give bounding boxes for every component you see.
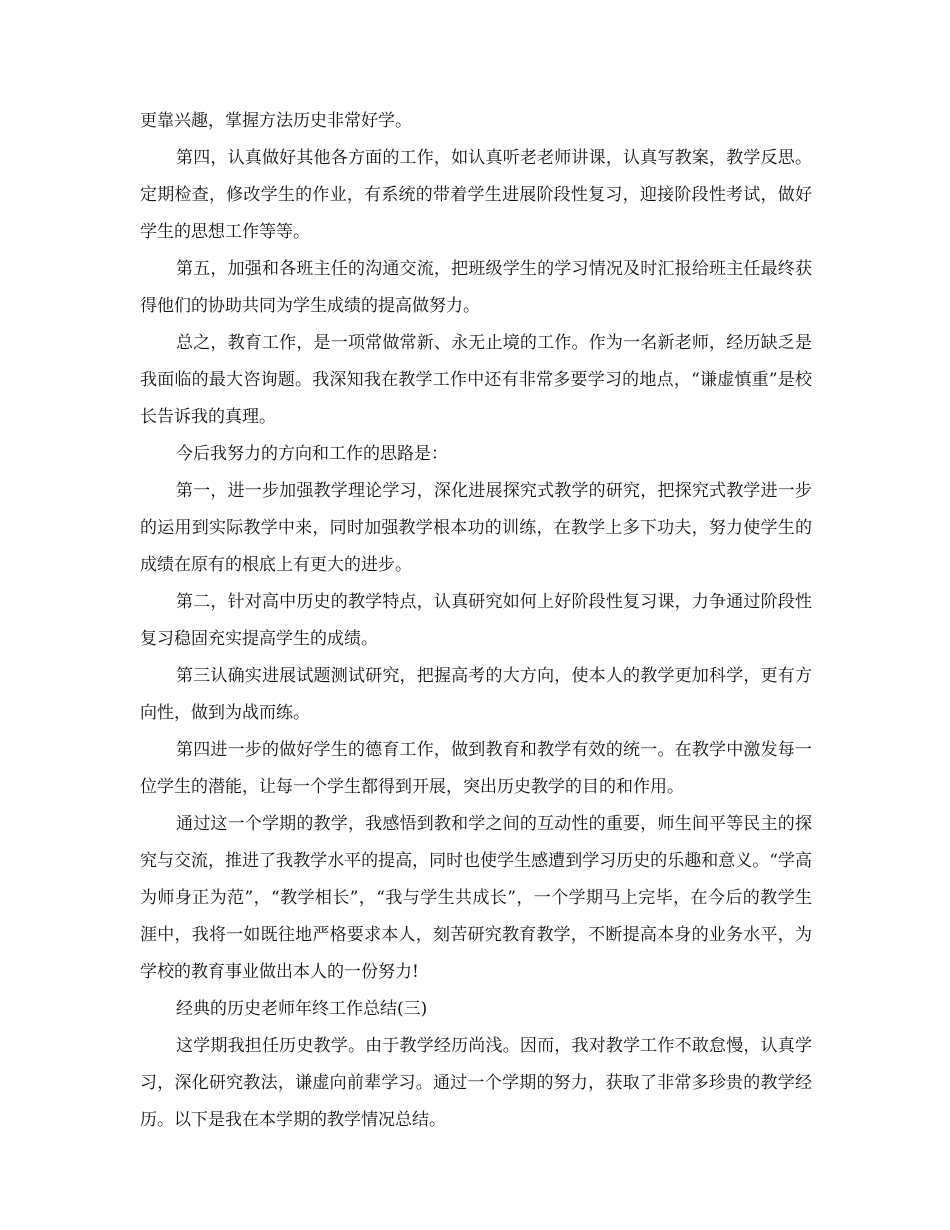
paragraph-9: 第四进一步的做好学生的德育工作，做到教育和教学有效的统一。在教学中激发每一位学生的潜能，让每一个学生都得到开展，突出历史教学的目的和作用。 xyxy=(140,740,812,797)
paragraph-1: 更靠兴趣，掌握方法历史非常好学。 xyxy=(140,111,412,131)
paragraph-10: 通过这一个学期的教学，我感悟到教和学之间的互动性的重要，师生间平等民主的探究与交流，推进了我教学水平的提高，同时也使学生感遭到学习历史的乐趣和意义。“学高为师身正为范”，“教学相长”，“我与学生共成长”，一个学期马上完毕，在今后的教学生涯中，我将一如既往地严格要求本人，刻苦研究教育教学，不断提高本身的业务水平，为学校的教育事业做出本人的一份努力! xyxy=(140,814,812,982)
section-heading: 经典的历史老师年终工作总结(三) xyxy=(176,999,428,1019)
paragraph-3: 第五，加强和各班主任的沟通交流，把班级学生的学习情况及时汇报给班主任最终获得他们的协助共同为学生成绩的提高做努力。 xyxy=(140,259,812,316)
paragraph-4: 总之，教育工作，是一项常做常新、永无止境的工作。作为一名新老师，经历缺乏是我面临的最大咨询题。我深知我在教学工作中还有非常多要学习的地点，“谦虚慎重”是校长告诉我的真理。 xyxy=(140,333,812,427)
paragraph-8: 第三认确实进展试题测试研究，把握高考的大方向，使本人的教学更加科学，更有方向性，做到为战而练。 xyxy=(140,666,812,723)
paragraph-5: 今后我努力的方向和工作的思路是： xyxy=(176,444,448,464)
paragraph-12: 这学期我担任历史教学。由于教学经历尚浅。因而，我对教学工作不敢怠慢，认真学习，深化研究教法，谦虚向前辈学习。通过一个学期的努力，获取了非常多珍贵的教学经历。以下是我在本学期的教学情况总结。 xyxy=(140,1036,812,1130)
document-page xyxy=(140,103,812,1139)
paragraph-7: 第二，针对高中历史的教学特点，认真研究如何上好阶段性复习课，力争通过阶段性复习稳固充实提高学生的成绩。 xyxy=(140,592,812,649)
paragraph-6: 第一，进一步加强教学理论学习，深化进展探究式教学的研究，把探究式教学进一步的运用到实际教学中来，同时加强教学根本功的训练，在教学上多下功夫，努力使学生的成绩在原有的根底上有更大的进步。 xyxy=(140,481,812,575)
paragraph-2: 第四，认真做好其他各方面的工作，如认真听老老师讲课，认真写教案，教学反思。定期检查，修改学生的作业，有系统的带着学生进展阶段性复习，迎接阶段性考试，做好学生的思想工作等等。 xyxy=(140,148,812,242)
